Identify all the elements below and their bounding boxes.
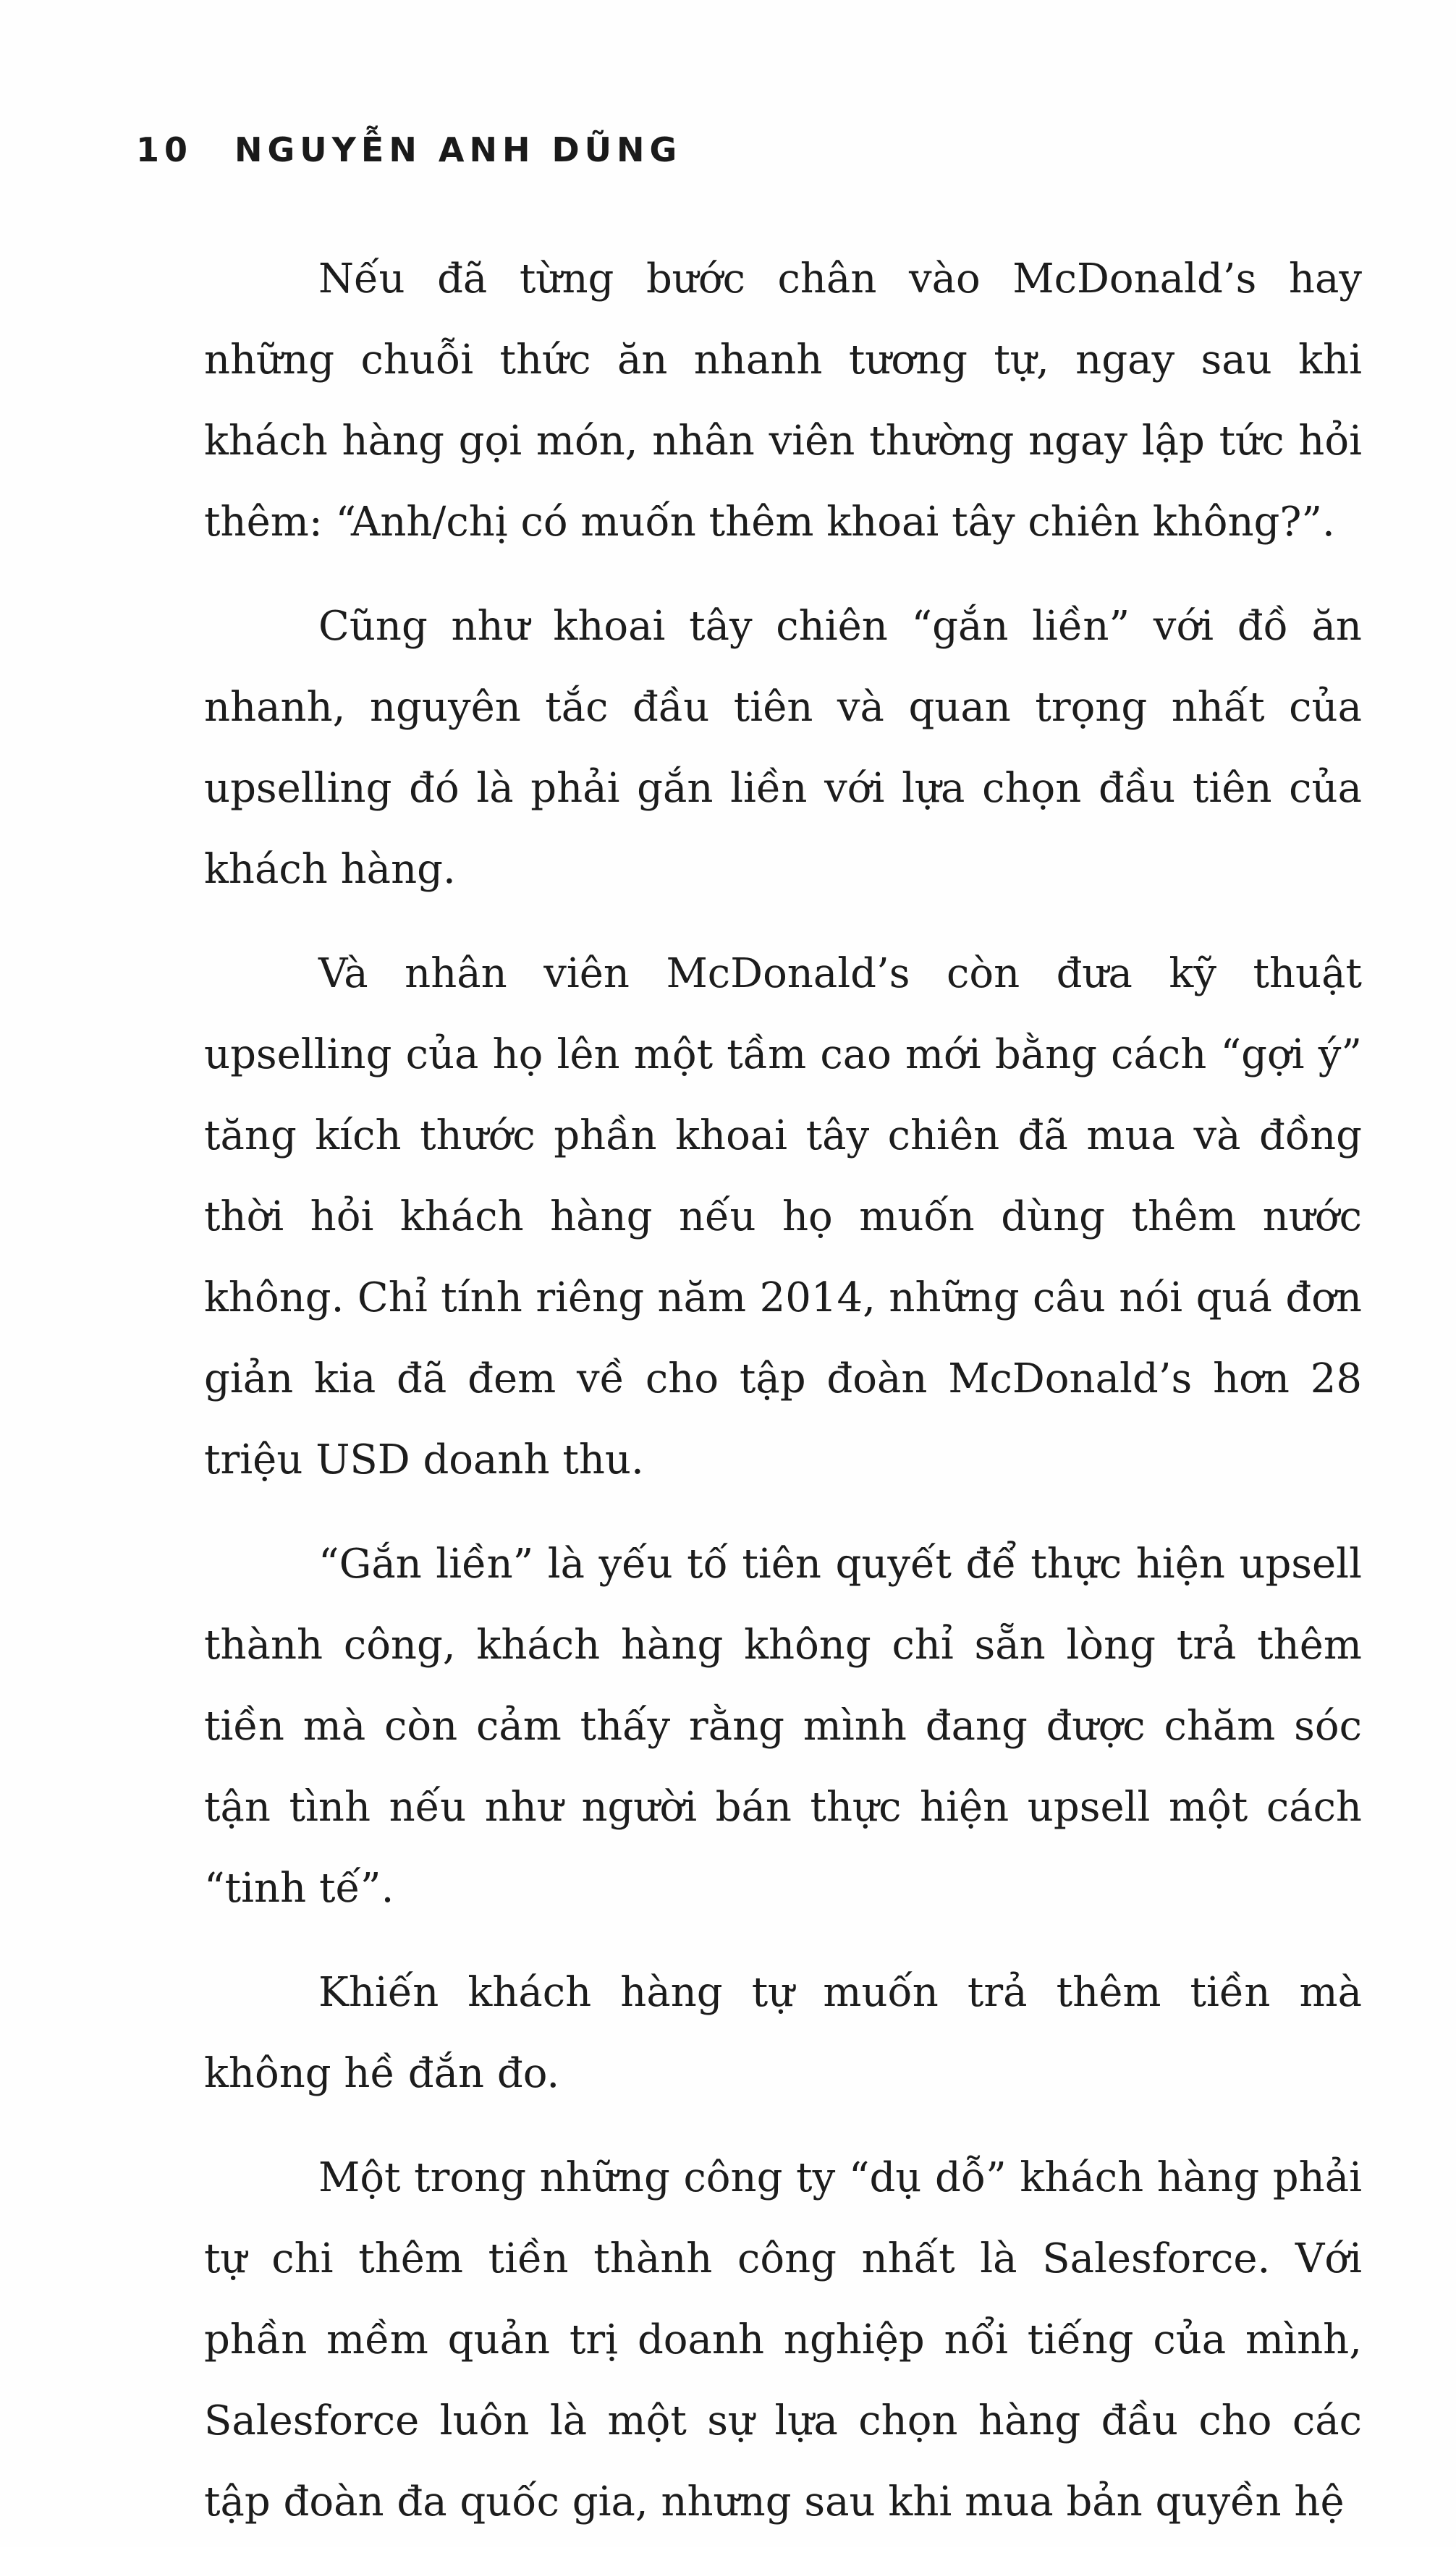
author-name: NGUYỄN ANH DŨNG bbox=[234, 130, 682, 169]
running-header bbox=[136, 130, 682, 169]
paragraph-mcdonalds-intro: Nếu đã từng bước chân vào McDonald’s hay những chuỗi thức ăn nhanh tương tự, ngay sau khi khách hàng gọi món, nhân viên thường ngay lập tức hỏi thêm: “Anh/chị có muốn thêm khoai tây chiên không?”. bbox=[204, 255, 1362, 546]
body-text bbox=[204, 239, 1362, 2566]
paragraph-mcdonalds-technique: Và nhân viên McDonald’s còn đưa kỹ thuật upselling của họ lên một tầm cao mới bằng cách “gợi ý” tăng kích thước phần khoai tây chiên đã mua và đồng thời hỏi khách hàng nếu họ muốn dùng thêm nước không. Chỉ tính riêng năm 2014, những câu nói quá đơn giản kia đã đem về cho tập đoàn McDonald’s hơn 28 triệu USD doanh thu. bbox=[204, 950, 1362, 1483]
paragraph-salesforce: Một trong những công ty “dụ dỗ” khách hàng phải tự chi thêm tiền thành công nhất là Salesforce. Với phần mềm quản trị doanh nghiệp nổi tiếng của mình, Salesforce luôn là một sự lựa chọn hàng đầu cho các tập đoàn đa quốc gia, nhưng sau khi mua bản quyền hệ bbox=[204, 2154, 1362, 2525]
paragraph-attachment: “Gắn liền” là yếu tố tiên quyết để thực hiện upsell thành công, khách hàng không chỉ sẵn lòng trả thêm tiền mà còn cảm thấy rằng mình đang được chăm sóc tận tình nếu như người bán thực hiện upsell một cách “tinh tế”. bbox=[204, 1541, 1362, 1912]
paragraph-upselling-principle: Cũng như khoai tây chiên “gắn liền” với đồ ăn nhanh, nguyên tắc đầu tiên và quan trọng nhất của upselling đó là phải gắn liền với lựa chọn đầu tiên của khách hàng. bbox=[204, 603, 1362, 893]
page-number: 10 bbox=[136, 130, 193, 169]
paragraph-willing-to-pay: Khiến khách hàng tự muốn trả thêm tiền mà không hề đắn đo. bbox=[204, 1969, 1362, 2097]
